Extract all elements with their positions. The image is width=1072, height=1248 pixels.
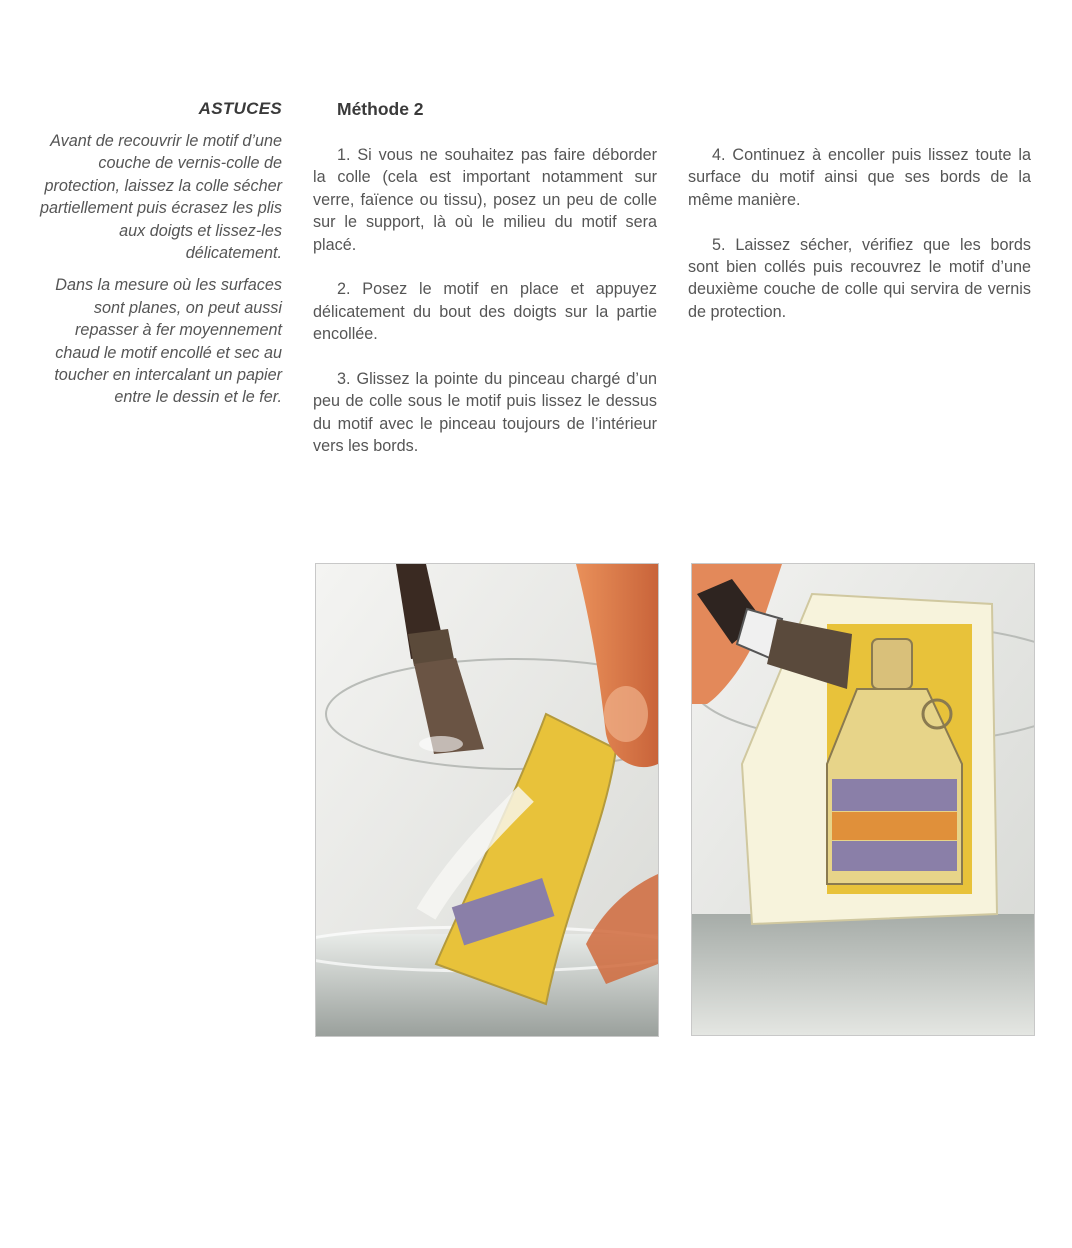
tips-column xyxy=(30,130,282,419)
bottle-band-middle xyxy=(832,812,957,840)
brush-smoothing-motif-photo xyxy=(691,563,1035,1036)
glass-base xyxy=(692,914,1034,1035)
steps-column-left xyxy=(313,144,657,480)
tip-paragraph: Dans la mesure où les surfaces sont planes, on peut aussi repasser à fer moyennement chaud le motif encollé et sec au toucher en intercalant un papier entre le dessin et le fer. xyxy=(54,276,282,407)
step-paragraph: 3. Glissez la pointe du pinceau chargé d’un peu de colle sous le motif puis lissez le dessus du motif avec le pinceau toujours de l’intérieur vers les bords. xyxy=(313,370,657,456)
tip-paragraph: Avant de recouvrir le motif d’une couche de vernis-colle de protection, laissez la colle sécher partiellement puis écrasez les plis aux doigts et lissez-les délicatement. xyxy=(39,132,282,263)
bottle-cork xyxy=(872,639,912,689)
steps-column-right xyxy=(688,144,1031,346)
photo-illustration xyxy=(692,564,1034,1035)
tips-heading: ASTUCES xyxy=(198,99,282,118)
photo-illustration xyxy=(316,564,658,1036)
step-paragraph: 5. Laissez sécher, vérifiez que les bords sont bien collés puis recouvrez le motif d’une deuxième couche de colle qui servira de vernis de protection. xyxy=(688,235,1031,321)
bottle-band-bottom xyxy=(832,841,957,871)
fingernail xyxy=(604,686,648,742)
step-paragraph: 2. Posez le motif en place et appuyez délicatement du bout des doigts sur la partie encollée. xyxy=(313,280,657,344)
step-paragraph: 4. Continuez à encoller puis lissez toute la surface du motif ainsi que ses bords de la même manière. xyxy=(688,146,1031,209)
brush-lifting-motif-photo xyxy=(315,563,659,1037)
glue-highlight xyxy=(419,736,463,752)
method-heading: Méthode 2 xyxy=(337,99,424,119)
bottle-band-top xyxy=(832,779,957,811)
step-paragraph: 1. Si vous ne souhaitez pas faire déborder la colle (cela est important notamment sur verre, faïence ou tissu), posez un peu de colle sur le support, là où le milieu du motif sera placé. xyxy=(313,146,657,254)
